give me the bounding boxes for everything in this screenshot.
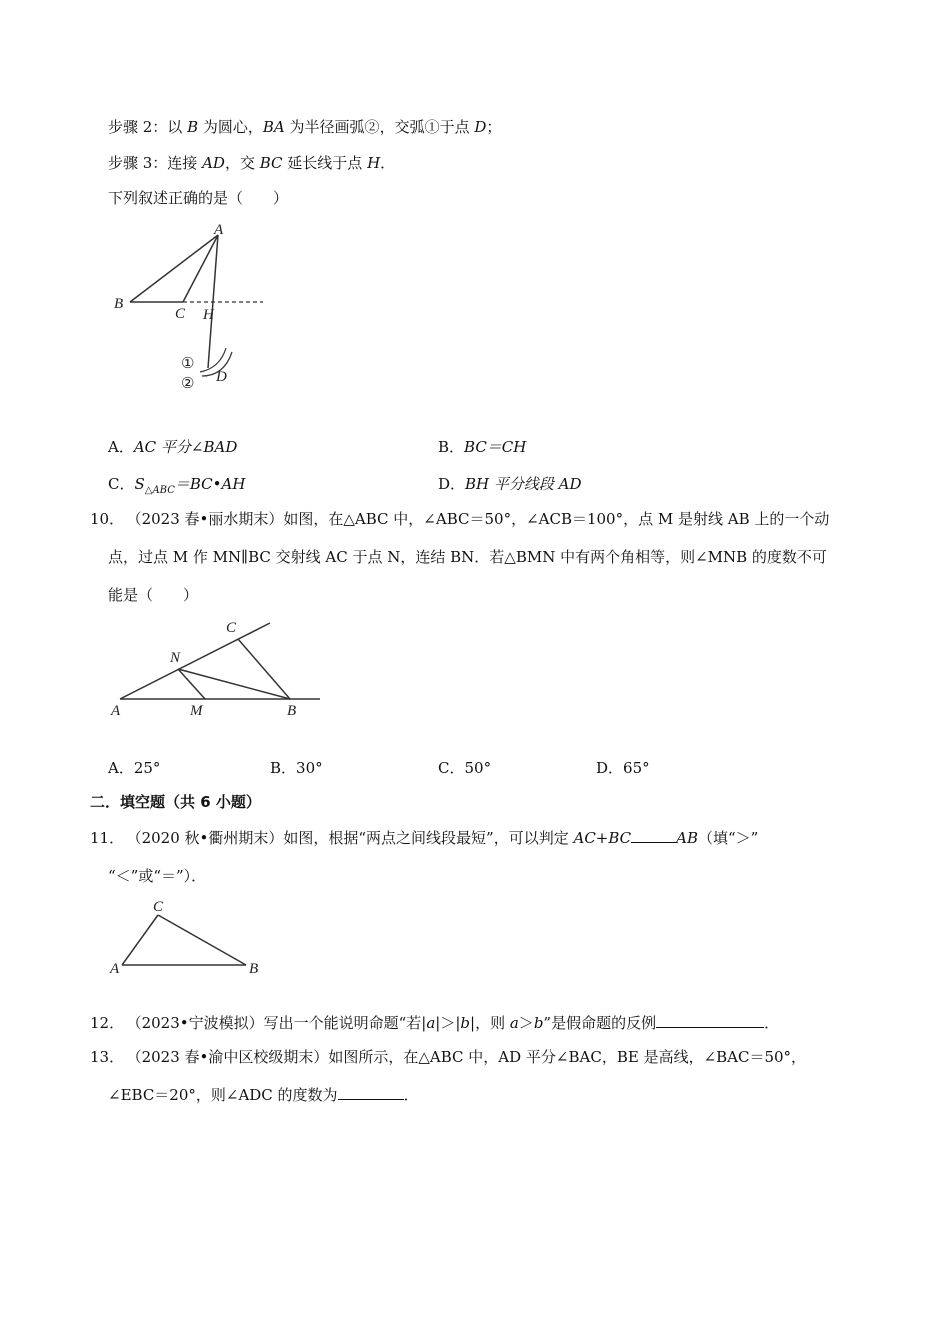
q10-option-c[interactable]: C．50° [438, 759, 492, 777]
label-A: A [111, 703, 121, 719]
figure-mn-parallel-bc [108, 615, 328, 720]
label-C: C [226, 620, 237, 636]
q9-option-c[interactable]: C．$S_{\triangle ABC}=BC•AH$ [108, 475, 246, 496]
q9-prompt: 下列叙述正确的是（ ） [108, 189, 289, 207]
segment-CA [183, 235, 218, 302]
segment-CB [238, 639, 290, 699]
segment-BA [130, 235, 218, 302]
label-B: B [114, 296, 124, 312]
q11-answer-blank[interactable] [631, 828, 676, 843]
label-H: H [203, 307, 214, 323]
q10-option-b[interactable]: B．30° [270, 759, 323, 777]
label-C: C [175, 306, 186, 322]
q10-line2: 点，过点 M 作 MN∥BC 交射线 AC 于点 N，连结 BN．若△BMN 中有两个角相等，则∠MNB 的度数不可 [108, 548, 827, 566]
label-A: A [214, 222, 224, 238]
label-C: C [153, 899, 164, 915]
q13-line2: ∠EBC＝20°，则∠ADC 的度数为 ． [108, 1086, 419, 1104]
q11-line2: “＜”或“＝”）． [108, 867, 207, 885]
segment-NM [178, 669, 205, 699]
label-arc-2: ② [181, 376, 195, 392]
label-M: M [190, 703, 203, 719]
figure-triangle-abc [108, 895, 268, 985]
segment-NB [178, 669, 290, 699]
label-D: D [216, 369, 227, 385]
step2-line: 步骤 2：以 B 为圆心，BA 为半径画弧②，交弧①于点 D； [108, 118, 502, 136]
segment-CB [158, 915, 246, 965]
segment-AC [122, 915, 158, 965]
step3-line: 步骤 3：连接 AD，交 BC 延长线于点 H． [108, 154, 396, 172]
section-heading-fill-in: 二．填空题（共 6 小题） [90, 793, 261, 811]
q13-answer-blank[interactable] [338, 1085, 404, 1100]
label-arc-1: ① [181, 356, 195, 372]
label-A: A [110, 961, 120, 977]
segment-AD [208, 235, 218, 368]
q9-option-a[interactable]: A．AC 平分∠BAD [108, 438, 238, 456]
label-N: N [170, 650, 181, 666]
q12-line: 12． （2023•宁波模拟）写出一个能说明命题“若|a|＞|b|，则 a＞b”是假命题的反例 ． [90, 1014, 780, 1032]
q10-line3: 能是（ ） [108, 586, 199, 604]
label-B: B [287, 703, 297, 719]
q10-option-a[interactable]: A．25° [108, 759, 161, 777]
q9-option-b[interactable]: B．BC＝CH [438, 438, 527, 456]
figure-construction [108, 220, 278, 400]
q9-option-d[interactable]: D．BH 平分线段 AD [438, 475, 582, 493]
q13-line1: 13． （2023 春•渝中区校级期末）如图所示，在△ABC 中，AD 平分∠BAC，BE 是高线，∠BAC＝50°， [90, 1048, 807, 1066]
label-B: B [249, 961, 259, 977]
q12-answer-blank[interactable] [656, 1013, 764, 1028]
q10-line1: 10． （2023 春•丽水期末）如图，在△ABC 中，∠ABC＝50°，∠ACB＝100°，点 M 是射线 AB 上的一个动 [90, 510, 830, 528]
q10-option-d[interactable]: D．65° [596, 759, 650, 777]
q11-line1: 11． （2020 秋•衢州期末）如图，根据“两点之间线段最短”，可以判定 AC+BC AB（填“＞” [90, 829, 759, 847]
